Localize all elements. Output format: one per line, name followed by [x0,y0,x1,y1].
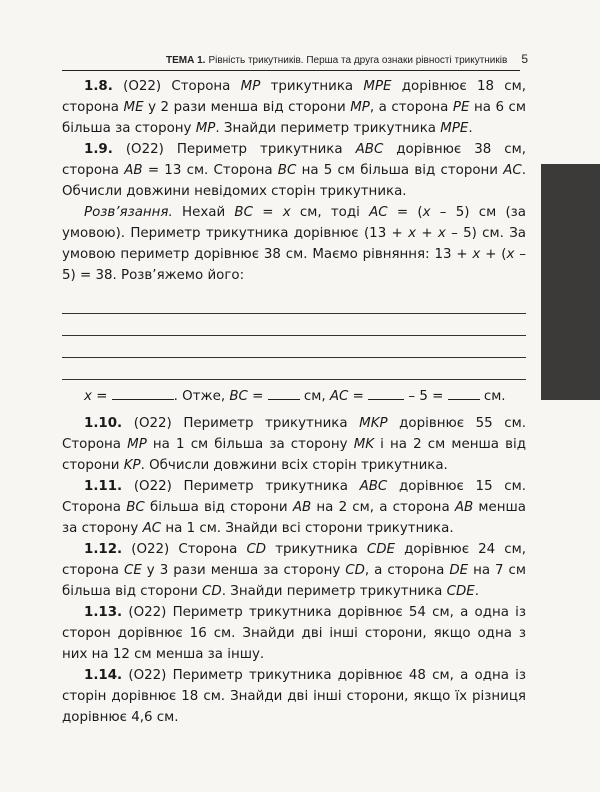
problem-number: 1.13. [84,605,123,620]
math-variable: DE [449,563,469,578]
text-run: . Знайди периметр трикутника [221,584,447,599]
math-variable: CD [246,542,267,557]
text-run: дорівнює 15 см. Сторона [62,479,526,515]
page-number: 5 [521,52,528,66]
solution [62,202,526,286]
math-variable: MKP [359,416,388,431]
problem-number: 1.12. [84,542,123,557]
answer-template [62,386,526,407]
text-run: Периметр трикутника [171,416,360,431]
text-run: трикутника [260,79,364,94]
text-run: на 6 см більша за сторону [62,100,527,136]
math-variable: x [282,205,291,220]
running-header [62,52,528,66]
math-variable: MPE [363,79,392,94]
problem-code: (О22) [125,142,164,157]
text-run: на 1 см. Знайди всі сторони трикутника. [161,521,454,536]
math-variable: AB [124,163,143,178]
math-variable: x [506,247,515,262]
math-variable: CD [345,563,365,578]
math-variable: MPE [440,121,469,136]
text-run: . [468,121,473,136]
text-run: см, [299,389,330,404]
problem-1-11 [62,476,526,539]
text-run: , а сторона [369,100,453,115]
problem-text [62,416,526,473]
math-variable: x [437,226,446,241]
text-run: . Обчисли довжини всіх сторін трикутника. [140,458,448,473]
text-run: на 2 см, а сторона [311,500,455,515]
math-variable: CD [202,584,222,599]
problem-number: 1.10. [84,416,123,431]
writing-line[interactable] [62,336,526,358]
answer-blank[interactable] [368,387,404,400]
chapter-title: Рівність трикутників. Перша та друга ознаки рівності трикутників [208,55,508,66]
math-variable: AC [329,389,349,404]
math-variable: MP [350,100,370,115]
text-run: і на 2 см менша від сторони [62,437,526,473]
text-run: у 2 рази менша від сторони [143,100,351,115]
answer-blank[interactable] [448,387,480,400]
text-run: Периметр трикутника дорівнює 54 см, а одна із сторон дорівнює 16 см. Знайди дві інші сторони, якщо одна з них на 12 см менша за іншу. [62,605,526,662]
problem-code: (О22) [123,79,162,94]
text-run: . Отже, [173,389,230,404]
text-run: дорівнює 55 см. Сторона [62,416,526,452]
text-run: = [247,389,268,404]
text-run: на 7 см більша від сторони [62,563,527,599]
text-run: більша від сторони [144,500,293,515]
problem-1-9 [62,139,526,407]
problems-list [62,76,526,728]
problem-code: (О22) [128,668,167,683]
text-run: . Обчисли довжини невідомих сторін трикутника. [62,163,526,199]
math-variable: KP [123,458,141,473]
problem-code: (О22) [133,479,172,494]
header-rule [62,70,520,71]
text-run: Периметр трикутника дорівнює 48 см, а одна із сторін дорівнює 18 см. Знайди дві інші сторони, якщо їх різниця дорівнює 4,6 см. [62,668,526,725]
text-run: = [252,205,283,220]
text-run: Периметр трикутника [163,142,356,157]
text-run: – 5) = 38. Розв’яжемо його: [62,247,526,283]
text-run: дорівнює 18 см, сторона [62,79,526,115]
text-run: Сторона [169,542,247,557]
chapter-label: ТЕМА 1. [166,55,206,66]
text-run: , а сторона [364,563,450,578]
text-run: = [348,389,369,404]
problem-1-14 [62,665,526,728]
text-run: дорівнює 24 см, сторона [62,542,526,578]
problem-code: (О22) [131,542,170,557]
math-variable: MK [353,437,375,452]
text-run: Нехай [172,205,235,220]
math-variable: CDE [366,542,396,557]
text-run: = 13 см. Сторона [142,163,278,178]
math-variable: ABC [359,479,388,494]
math-variable: BC [126,500,145,515]
text-run: . Знайди периметр трикутника [215,121,441,136]
problem-code: (О22) [133,416,172,431]
writing-line[interactable] [62,314,526,336]
math-variable: MP [240,79,261,94]
problem-1-12 [62,539,526,602]
math-variable: x [422,205,431,220]
math-variable: x [84,389,92,404]
text-run: + [416,226,438,241]
side-tab [541,164,600,400]
text-run: – 5 = [404,389,448,404]
math-variable: BC [234,205,253,220]
text-run: см. [479,389,506,404]
text-run: + ( [480,247,507,262]
problem-number: 1.8. [84,79,113,94]
text-run: = [91,389,112,404]
math-variable: ABC [355,142,384,157]
answer-text [84,389,506,404]
math-variable: CDE [446,584,475,599]
text-run: менша за сторону [62,500,526,536]
problem-1-13 [62,602,526,665]
math-variable: x [408,226,417,241]
answer-lines [62,292,526,380]
text-run: на 5 см більша від сторони [296,163,504,178]
math-variable: MP [195,121,216,136]
solution-label: Розв’язання. [84,205,173,220]
answer-blank[interactable] [112,387,174,400]
problem-number: 1.14. [84,668,123,683]
math-variable: PE [452,100,470,115]
problem-code: (О22) [128,605,167,620]
text-run: – 5) см (за умовою). Периметр трикутника дорівнює (13 + [62,205,526,241]
text-run: . [474,584,480,599]
text-run: Периметр трикутника [171,479,360,494]
math-variable: CE [124,563,142,578]
math-variable: AC [503,163,522,178]
problem-1-8 [62,76,526,139]
math-variable: AB [292,500,312,515]
text-run: – 5) см. За умовою периметр дорівнює 38 см. Маємо рівняння: 13 + [62,226,526,262]
math-variable: AB [454,500,474,515]
text-run: у 3 рази менша за сторону [141,563,346,578]
text-run: = ( [387,205,423,220]
text-run: дорівнює 38 см, сторона [62,142,527,178]
text-run: трикутника [266,542,367,557]
math-variable: AC [369,205,388,220]
answer-blank[interactable] [268,387,300,400]
problem-statement [62,139,526,202]
math-variable: BC [229,389,248,404]
writing-line[interactable] [62,358,526,380]
math-variable: AC [142,521,162,536]
problem-text [62,479,526,536]
problem-number: 1.9. [84,142,113,157]
math-variable: BC [277,163,297,178]
text-run: Сторона [161,79,241,94]
problem-1-10 [62,413,526,476]
writing-line[interactable] [62,292,526,314]
problem-number: 1.11. [84,479,123,494]
math-variable: MP [127,437,147,452]
math-variable: ME [123,100,144,115]
math-variable: x [472,247,481,262]
text-run: на 1 см більша за сторону [146,437,354,452]
text-run: см, тоді [290,205,370,220]
